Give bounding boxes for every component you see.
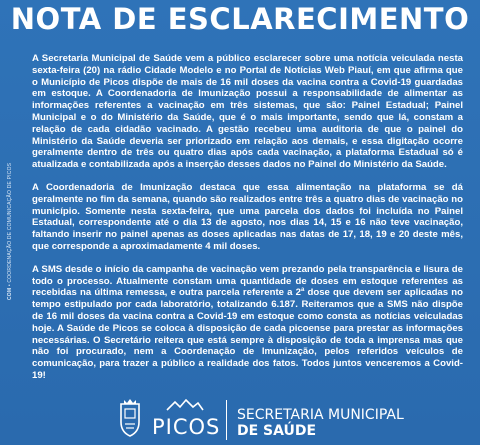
secretaria-line-1: SECRETARIA MUNICIPAL bbox=[237, 407, 404, 423]
secretaria-line-2: DE SAÚDE bbox=[237, 423, 317, 439]
footer bbox=[0, 398, 480, 445]
paragraph-2: A Coordenadoria de Imunização destaca que essa alimentação na plataforma se dá geralmente no fim da semana, quando são realizados entre três a quatro dias de vacinação no município. Somente nesta sexta-feira, que uma parcela dos dados foi incluída no Painel Estadual, correspondente até o dia 13 de agosto, nos dias 14, 15 e 16 não teve vacinação, faltando inserir no painel apenas as doses aplicadas nas datas de 17, 18, 19 e 20 deste mês, que corresponde a aproximadamente 4 mil doses. bbox=[32, 181, 463, 252]
paragraph-1: A Secretaria Municipal de Saúde vem a público esclarecer sobre uma notícia veiculada nesta sexta-feira (20) na rádio Cidade Modelo e no Portal de Notícias Web Piauí, em que afirma que o Município de Picos dispõe de mais de 16 mil doses da vacina contra a Covid-19 guardadas em estoque. A Coordenadoria de Imunização possui a responsabilidade de alimentar as informações referentes a vacinação em três sistemas, que são: Painel Estadual; Painel Municipal e o do Ministério da Saúde, que é o mais importante, sendo que lá, constam a relação de cada cidadão vacinado. A gestão recebeu uma auditoria de que o painel do Ministério da Saúde deveria ser priorizado em relação aos demais, e essa digitação ocorre geralmente dentro de três ou quatro dias após cada vacinação, a plataforma Estadual só é atualizada e contabilizada após a inserção desses dados no Painel do Ministério da Saúde. bbox=[32, 53, 463, 171]
footer-divider bbox=[226, 400, 227, 440]
ordinal-superscript: a bbox=[300, 287, 305, 294]
picos-wordmark: PICOS bbox=[152, 415, 221, 439]
paragraph-3-part-1: A SMS desde o início da campanha de vacinação vem prezando pela transparência e lisura de todo o processo. Atualmente constam uma quantidade de doses em estoque referentes as recebidas na última remessa, e outra parcela referente a 2 bbox=[32, 263, 463, 299]
city-crest-icon bbox=[118, 398, 142, 438]
footer-logos bbox=[118, 398, 404, 445]
credit-bold: COM bbox=[7, 287, 13, 300]
page-title: NOTA DE ESCLARECIMENTO bbox=[10, 2, 470, 36]
vertical-credit bbox=[7, 163, 13, 300]
credit-text: • COORDENAÇÃO DE COMUNICAÇÃO DE PICOS bbox=[7, 162, 13, 287]
paragraph-3-part-2: dose que devem ser aplicadas no tempo estipulado por cada laboratório, totalizando 6.187. Reiteramos que a SMS não dispõe de 16 mil doses da vacina contra a Covid-19 em estoque como consta as notícias veiculadas hoje. A Saúde de Picos se coloca à disposição de cada picoense para prestar as informações necessárias. O Secretário reitera que está sempre à disposição de toda a imprensa mas que não foi procurado, nem a Coordenação de Imunização, pelos referidos veículos de comunicação, para trazer a público a realidade dos fatos. Todos juntos venceremos a Covid-19! bbox=[32, 287, 463, 381]
note-body bbox=[32, 53, 463, 393]
paragraph-3 bbox=[32, 264, 463, 382]
secretaria-label bbox=[237, 398, 404, 439]
picos-logo bbox=[152, 398, 221, 439]
picos-hills-icon bbox=[165, 399, 205, 411]
